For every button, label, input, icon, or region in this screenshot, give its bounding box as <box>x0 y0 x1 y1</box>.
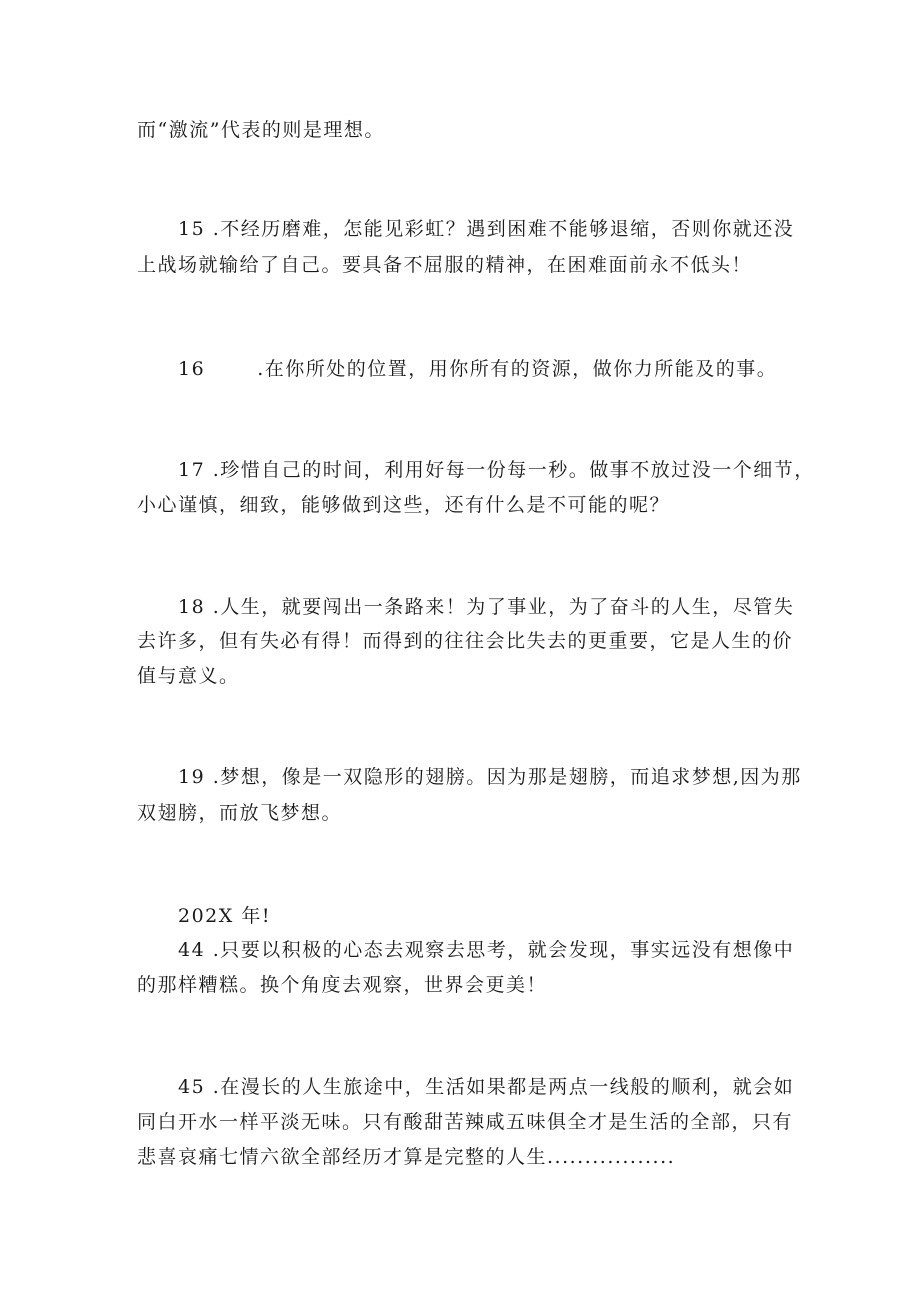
item-45-line-1: 45 .在漫长的人生旅途中，生活如果都是两点一线般的顺利，就会如 <box>178 1076 795 1098</box>
item-16-text: .在你所处的位置，用你所有的资源，做你力所能及的事。 <box>257 358 778 380</box>
item-16-number: 16 <box>178 358 206 380</box>
item-45-line-3: 悲喜哀痛七情六欲全部经历才算是完整的人生................. <box>137 1146 676 1168</box>
item-16-line-1 <box>178 352 838 386</box>
item-15-line-2: 上战场就输给了自己。要具备不屈服的精神，在困难面前永不低头！ <box>137 254 753 276</box>
year-heading: 202X 年! <box>178 905 271 927</box>
item-19-line-1: 19 .梦想，像是一双隐形的翅膀。因为那是翅膀，而追求梦想,因为那 <box>178 766 802 788</box>
item-17-line-1: 17 .珍惜自己的时间，利用好每一份每一秒。做事不放过没一个细节， <box>178 459 815 481</box>
item-15-line-1: 15 .不经历磨难，怎能见彩虹？遇到困难不能够退缩，否则你就还没 <box>178 218 795 240</box>
item-19-line-2: 双翅膀，而放飞梦想。 <box>137 802 343 824</box>
item-18-line-1: 18 .人生，就要闯出一条路来！为了事业，为了奋斗的人生，尽管失 <box>178 596 795 618</box>
item-45-line-2: 同白开水一样平淡无味。只有酸甜苦辣咸五味俱全才是生活的全部，只有 <box>137 1111 794 1133</box>
text-line: 而“激流”代表的则是理想。 <box>137 119 385 141</box>
item-44-line-2: 的那样糟糕。换个角度去观察，世界会更美！ <box>137 974 548 996</box>
item-17-line-2: 小心谨慎，细致，能够做到这些，还有什么是不可能的呢？ <box>137 494 671 516</box>
item-18-line-2: 去许多，但有失必有得！而得到的往往会比失去的更重要，它是人生的价 <box>137 630 794 652</box>
item-44-line-1: 44 .只要以积极的心态去观察去思考，就会发现，事实远没有想像中 <box>178 939 795 961</box>
item-18-line-3: 值与意义。 <box>137 665 240 687</box>
